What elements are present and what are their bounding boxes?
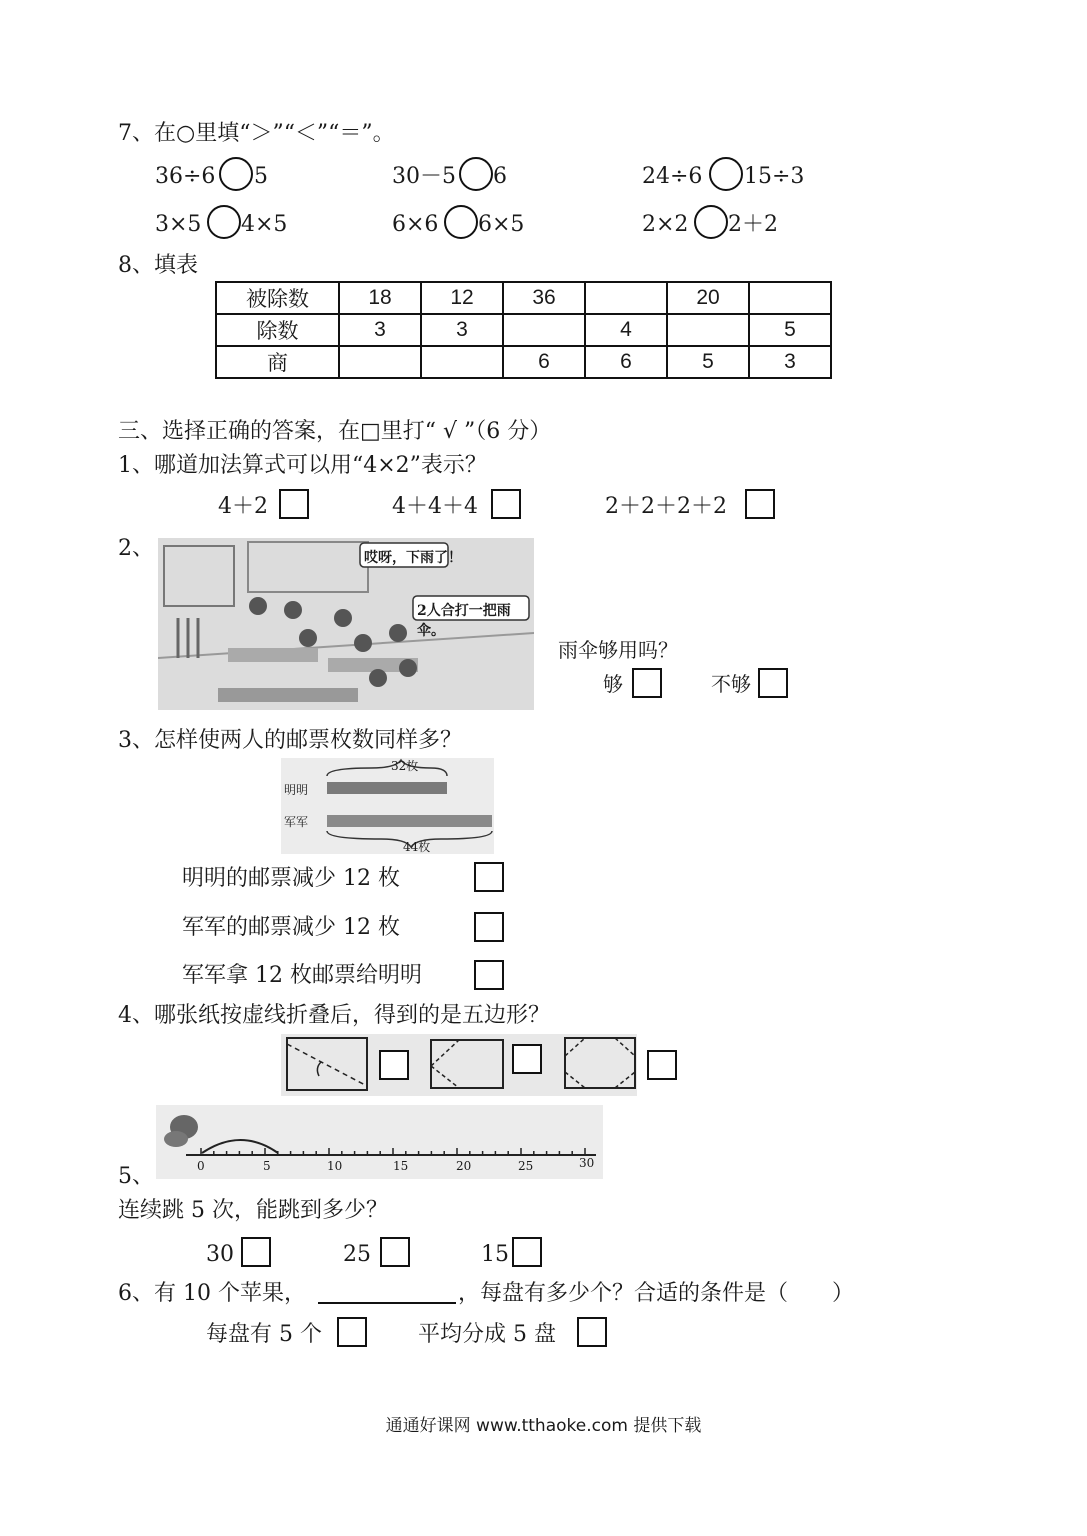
option-label: 平均分成 5 盘 [418, 1322, 556, 1347]
number-line [156, 1105, 603, 1179]
q2-number: 2、 [118, 536, 154, 561]
bar-top-label: 32枚 [391, 759, 419, 773]
section3-title: 三、选择正确的答案，在□里打“ √ ”（6 分） [118, 419, 552, 444]
option-label: 明明的邮票减少 12 枚 [182, 866, 400, 891]
option-label: 2＋2＋2＋2 [605, 494, 727, 519]
bar-name-label: 明明 [284, 783, 309, 797]
speech-bubble-text: 哎呀，下雨了！ [364, 550, 462, 566]
answer-checkbox[interactable] [474, 960, 504, 990]
table-cell: 5 [749, 314, 831, 346]
q7-expr-left: 2×2 [642, 212, 689, 237]
answer-checkbox[interactable] [512, 1044, 542, 1074]
table-cell: 20 [667, 282, 749, 314]
q6-text-end: ，每盘有多少个？合适的条件是（ ） [458, 1281, 855, 1306]
table-cell: 5 [667, 346, 749, 378]
table-cell-blank[interactable] [339, 346, 421, 378]
q4-title: 4、哪张纸按虚线折叠后，得到的是五边形？ [118, 1003, 550, 1028]
answer-checkbox[interactable] [758, 668, 788, 698]
compare-circle[interactable] [709, 157, 743, 191]
bar-diagram [281, 758, 494, 854]
compare-circle[interactable] [694, 205, 728, 239]
table-row [216, 346, 831, 378]
compare-circle[interactable] [219, 157, 253, 191]
compare-circle[interactable] [207, 205, 241, 239]
table-row [216, 282, 831, 314]
table-cell-blank[interactable] [585, 282, 667, 314]
table-cell: 12 [421, 282, 503, 314]
table-cell-blank[interactable] [749, 282, 831, 314]
table-cell: 商 [216, 346, 339, 378]
q7-expr-right: 2＋2 [728, 212, 778, 237]
q5-question: 连续跳 5 次，能跳到多少？ [118, 1198, 388, 1223]
q7-expr-right: 4×5 [241, 212, 288, 237]
q5-number: 5、 [118, 1164, 154, 1189]
option-label: 每盘有 5 个 [206, 1322, 322, 1347]
stamp-bar-figure [281, 758, 494, 854]
q7-expr-right: 6 [493, 164, 507, 189]
answer-checkbox[interactable] [474, 912, 504, 942]
option-label: 不够 [711, 672, 751, 696]
tick-label: 5 [263, 1159, 271, 1173]
answer-checkbox[interactable] [380, 1237, 410, 1267]
paper-fold-figures [281, 1034, 637, 1096]
option-label: 30 [206, 1242, 234, 1267]
tick-label: 20 [456, 1159, 472, 1173]
q2-question: 雨伞够用吗？ [558, 638, 678, 662]
number-line-figure [156, 1105, 603, 1179]
q7-expr-right: 15÷3 [744, 164, 805, 189]
tick-label: 25 [518, 1159, 534, 1173]
q7-expr-left: 24÷6 [642, 164, 703, 189]
answer-checkbox[interactable] [745, 489, 775, 519]
table-cell: 3 [339, 314, 421, 346]
table-cell: 3 [421, 314, 503, 346]
fold-diagrams [281, 1034, 637, 1096]
bar-name-label: 军军 [284, 815, 309, 829]
q7-expr-right: 6×5 [478, 212, 525, 237]
option-label: 够 [603, 672, 623, 696]
answer-checkbox[interactable] [512, 1237, 542, 1267]
answer-checkbox[interactable] [647, 1050, 677, 1080]
answer-checkbox[interactable] [379, 1050, 409, 1080]
tick-label: 15 [393, 1159, 409, 1173]
compare-circle[interactable] [459, 157, 493, 191]
q7-expr-left: 36÷6 [155, 164, 216, 189]
table-row [216, 314, 831, 346]
option-label: 军军的邮票减少 12 枚 [182, 915, 400, 940]
answer-checkbox[interactable] [491, 489, 521, 519]
tick-label: 10 [327, 1159, 343, 1173]
answer-checkbox[interactable] [474, 862, 504, 892]
table-cell: 6 [585, 346, 667, 378]
q7-expr-right: 5 [254, 164, 268, 189]
table-cell: 36 [503, 282, 585, 314]
q8-title: 8、填表 [118, 253, 198, 278]
tick-label: 30 [579, 1156, 595, 1170]
option-label: 军军拿 12 枚邮票给明明 [182, 963, 422, 988]
answer-checkbox[interactable] [632, 668, 662, 698]
answer-blank[interactable] [318, 1302, 456, 1304]
option-label: 15 [481, 1242, 509, 1267]
speech-bubble-text: 2人合打一把雨伞。 [417, 603, 511, 639]
division-table [215, 281, 832, 379]
table-cell-blank[interactable] [667, 314, 749, 346]
table-cell: 18 [339, 282, 421, 314]
table-cell: 被除数 [216, 282, 339, 314]
page-footer: 通通好课网 www.tthaoke.com 提供下载 [385, 1416, 702, 1436]
q7-title: 7、在○里填“＞”“＜”“＝”。 [118, 121, 395, 146]
q6-text-start: 6、有 10 个苹果， [118, 1281, 306, 1306]
option-label: 4＋2 [218, 494, 268, 519]
bar-bottom-label: 44枚 [403, 840, 431, 854]
tick-label: 0 [197, 1159, 205, 1173]
table-cell: 4 [585, 314, 667, 346]
q7-expr-left: 30－5 [392, 164, 456, 189]
table-cell-blank[interactable] [421, 346, 503, 378]
compare-circle[interactable] [444, 205, 478, 239]
classroom-picture [158, 538, 534, 710]
answer-checkbox[interactable] [279, 489, 309, 519]
q3-title: 3、怎样使两人的邮票枚数同样多？ [118, 728, 462, 753]
q7-expr-left: 3×5 [155, 212, 202, 237]
table-cell-blank[interactable] [503, 314, 585, 346]
option-label: 4＋4＋4 [392, 494, 478, 519]
table-cell: 3 [749, 346, 831, 378]
answer-checkbox[interactable] [337, 1317, 367, 1347]
table-cell: 除数 [216, 314, 339, 346]
q7-expr-left: 6×6 [392, 212, 439, 237]
table-cell: 6 [503, 346, 585, 378]
q1-title: 1、哪道加法算式可以用“4×2”表示？ [118, 453, 487, 478]
answer-checkbox[interactable] [577, 1317, 607, 1347]
answer-checkbox[interactable] [241, 1237, 271, 1267]
option-label: 25 [343, 1242, 371, 1267]
